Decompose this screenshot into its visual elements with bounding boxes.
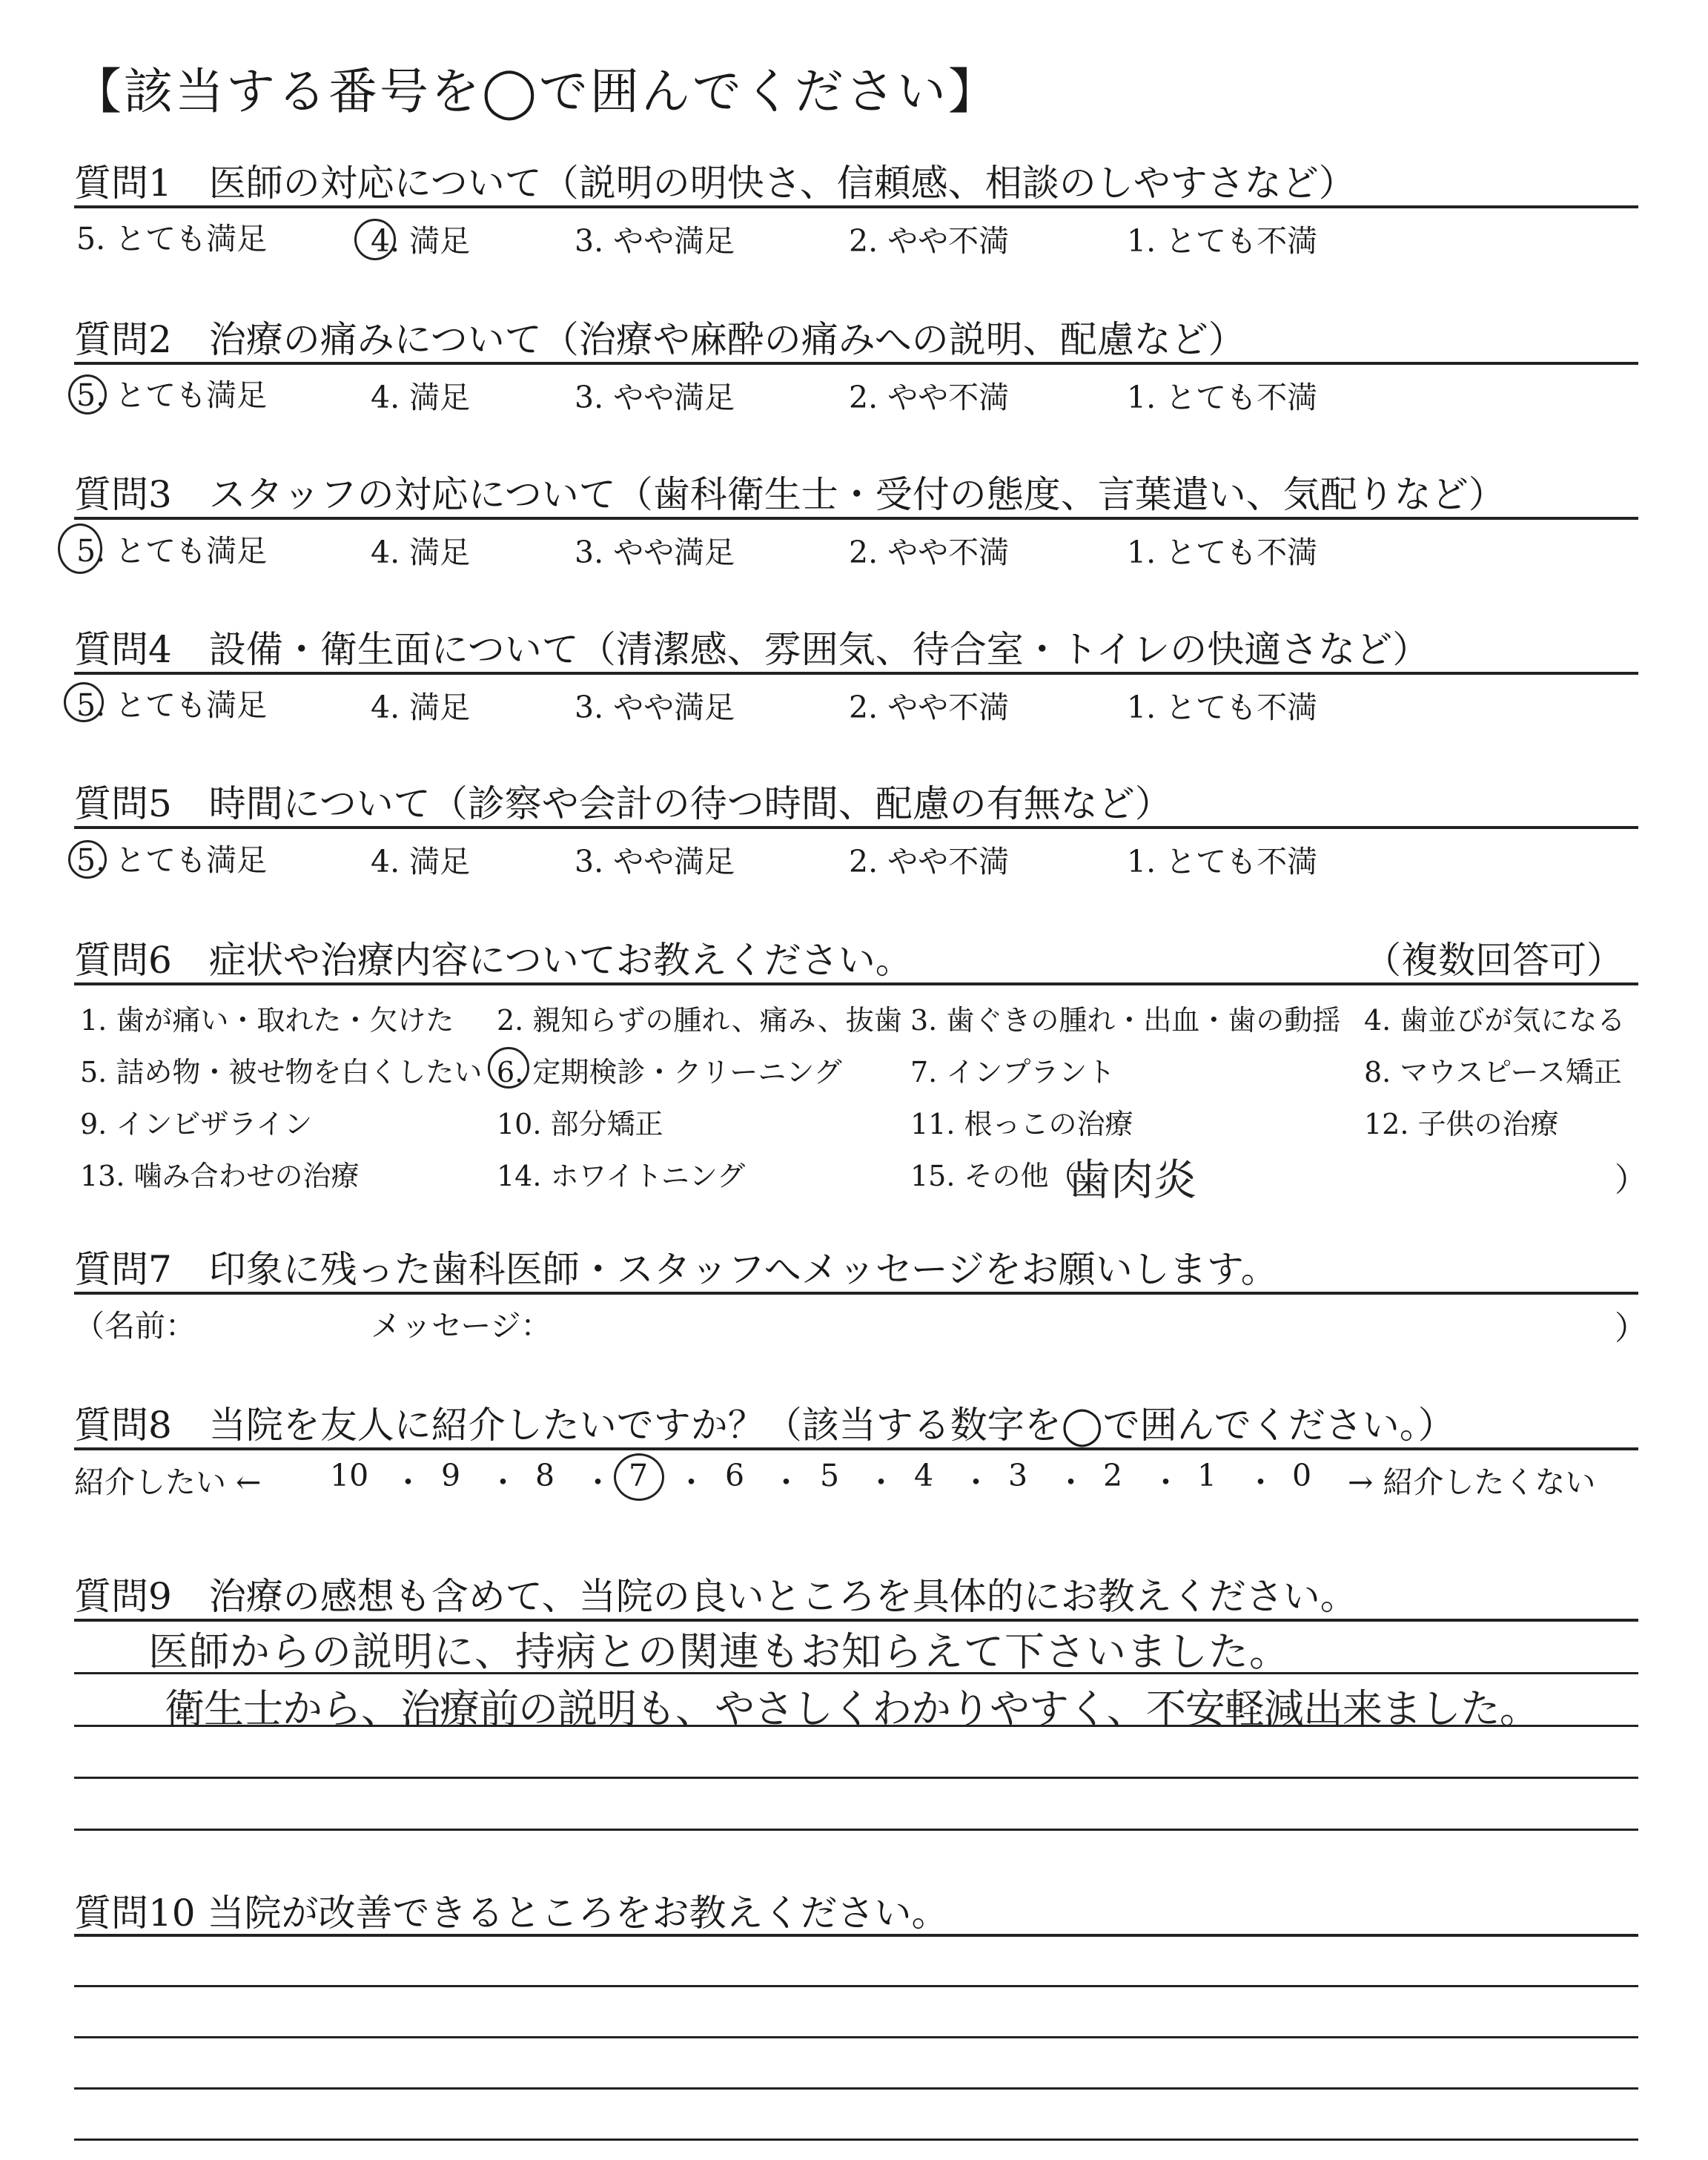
q1-option-4[interactable]: 4. 満足	[371, 223, 471, 259]
q2-option-1[interactable]: 1. とても不満	[1127, 380, 1318, 415]
q3-option-3[interactable]: 3. やや満足	[575, 535, 735, 570]
question-8-rule	[74, 1447, 1638, 1450]
q6-option-12[interactable]: 12. 子供の治療	[1364, 1108, 1559, 1140]
q2-option-4[interactable]: 4. 満足	[371, 380, 471, 415]
question-2-rule	[74, 362, 1638, 365]
q1-selection-circle	[354, 219, 396, 260]
q4-option-1[interactable]: 1. とても不満	[1127, 690, 1318, 725]
q8-score-8[interactable]: 8	[535, 1458, 555, 1493]
q6-option-7[interactable]: 7. インプラント	[910, 1056, 1116, 1089]
q8-score-4[interactable]: 4	[914, 1458, 934, 1493]
q9-answer-line-1[interactable]: 医師からの説明に、持病との関連もお知らえて下さいました。	[148, 1628, 1290, 1675]
question-6-title: 質問6 症状や治療内容についてお教えください。	[74, 939, 913, 982]
q6-selection-circle	[488, 1047, 529, 1089]
q8-dot-3: ・	[583, 1464, 613, 1500]
q6-option-13[interactable]: 13. 噛み合わせの治療	[80, 1160, 360, 1192]
question-5-title: 質問5 時間について（診察や会計の待つ時間、配慮の有無など）	[74, 782, 1172, 825]
q4-option-5[interactable]: 5. とても満足	[76, 687, 268, 723]
q2-option-3[interactable]: 3. やや満足	[575, 380, 735, 415]
q10-answer-rule-2[interactable]	[74, 2036, 1638, 2038]
q6-option-14[interactable]: 14. ホワイトニング	[497, 1160, 746, 1192]
q9-answer-rule-1	[74, 1672, 1638, 1674]
q8-score-5[interactable]: 5	[820, 1458, 840, 1493]
q4-option-4[interactable]: 4. 満足	[371, 690, 471, 725]
q8-selection-circle	[614, 1453, 664, 1501]
q8-dot-2: ・	[488, 1464, 518, 1500]
question-7-rule	[74, 1292, 1638, 1295]
question-1-title: 質問1 医師の対応について（説明の明快さ、信頼感、相談のしやすさなど）	[74, 162, 1356, 205]
q8-score-9[interactable]: 9	[441, 1458, 461, 1493]
q5-option-3[interactable]: 3. やや満足	[575, 844, 735, 879]
q9-answer-rule-4	[74, 1829, 1638, 1831]
q8-left-label: 紹介したい ←	[74, 1464, 262, 1500]
q8-score-10[interactable]: 10	[330, 1458, 369, 1493]
question-3-title: 質問3 スタッフの対応について（歯科衛生士・受付の態度、言葉遣い、気配りなど）	[74, 473, 1506, 516]
question-6-rule	[74, 982, 1638, 985]
q1-option-3[interactable]: 3. やや満足	[575, 223, 735, 259]
q8-dot-10: ・	[1245, 1464, 1276, 1500]
q6-option-15[interactable]: 15. その他（	[910, 1160, 1077, 1192]
q5-option-2[interactable]: 2. やや不満	[849, 844, 1010, 879]
q8-dot-9: ・	[1151, 1464, 1181, 1500]
q10-answer-rule-4[interactable]	[74, 2138, 1638, 2141]
q4-option-3[interactable]: 3. やや満足	[575, 690, 735, 725]
q6-option-11[interactable]: 11. 根っこの治療	[910, 1108, 1133, 1140]
q9-answer-rule-3	[74, 1777, 1638, 1779]
q6-other-close-paren: ）	[1615, 1161, 1647, 1199]
q3-option-5[interactable]: 5. とても満足	[76, 533, 268, 569]
q8-score-7[interactable]: 7	[629, 1458, 649, 1493]
q6-option-10[interactable]: 10. 部分矯正	[497, 1108, 663, 1140]
q3-option-2[interactable]: 2. やや不満	[849, 535, 1010, 570]
q8-right-label: → 紹介したくない	[1348, 1464, 1596, 1500]
q8-dot-8: ・	[1056, 1464, 1086, 1500]
q3-option-1[interactable]: 1. とても不満	[1127, 535, 1318, 570]
question-5-rule	[74, 826, 1638, 829]
question-9-title: 質問9 治療の感想も含めて、当院の良いところを具体的にお教えください。	[74, 1575, 1357, 1618]
q2-option-5[interactable]: 5. とても満足	[76, 377, 268, 413]
q10-answer-rule-1[interactable]	[74, 1985, 1638, 1987]
q1-option-2[interactable]: 2. やや不満	[849, 223, 1010, 259]
page-title: 【該当する番号を◯で囲んでください】	[73, 63, 999, 120]
q8-dot-6: ・	[866, 1464, 896, 1500]
q6-option-8[interactable]: 8. マウスピース矯正	[1364, 1056, 1622, 1089]
q7-name-label[interactable]: （名前：	[74, 1308, 196, 1344]
q8-dot-1: ・	[393, 1464, 423, 1500]
q6-option-4[interactable]: 4. 歯並びが気になる	[1364, 1004, 1626, 1037]
q2-selection-circle	[68, 374, 107, 415]
question-10-title: 質問10 当院が改善できるところをお教えください。	[74, 1892, 949, 1935]
question-2-title: 質問2 治療の痛みについて（治療や麻酔の痛みへの説明、配慮など）	[74, 318, 1245, 361]
q4-option-2[interactable]: 2. やや不満	[849, 690, 1010, 725]
question-3-rule	[74, 517, 1638, 520]
question-8-title: 質問8 当院を友人に紹介したいですか？（該当する数字を◯で囲んでください。）	[74, 1404, 1455, 1447]
question-10-rule	[74, 1934, 1638, 1937]
q9-answer-line-2[interactable]: 衛生士から、治療前の説明も、やさしくわかりやすく、不安軽減出来ました。	[165, 1685, 1539, 1732]
question-4-rule	[74, 672, 1638, 675]
q1-option-1[interactable]: 1. とても不満	[1127, 223, 1318, 259]
q5-option-4[interactable]: 4. 満足	[371, 844, 471, 879]
q5-option-5[interactable]: 5. とても満足	[76, 842, 268, 878]
q6-other-handwritten[interactable]: 歯肉炎	[1068, 1155, 1197, 1205]
question-6-note: （複数回答可）	[1364, 939, 1623, 982]
q6-option-2[interactable]: 2. 親知らずの腫れ、痛み、抜歯	[497, 1004, 902, 1037]
q8-dot-7: ・	[961, 1464, 991, 1500]
q5-selection-circle	[68, 840, 107, 879]
q8-score-2[interactable]: 2	[1103, 1458, 1123, 1493]
q8-dot-5: ・	[771, 1464, 801, 1500]
q5-option-1[interactable]: 1. とても不満	[1127, 844, 1318, 879]
q7-close-paren: ）	[1615, 1309, 1647, 1347]
q7-message-label[interactable]: メッセージ：	[371, 1308, 552, 1344]
question-1-rule	[74, 205, 1638, 208]
q6-option-1[interactable]: 1. 歯が痛い・取れた・欠けた	[80, 1004, 454, 1037]
q1-option-5[interactable]: 5. とても満足	[76, 221, 268, 257]
q2-option-2[interactable]: 2. やや不満	[849, 380, 1010, 415]
q6-option-9[interactable]: 9. インビザライン	[80, 1108, 313, 1140]
q3-option-4[interactable]: 4. 満足	[371, 535, 471, 570]
q8-dot-4: ・	[676, 1464, 706, 1500]
q6-option-6[interactable]: 6. 定期検診・クリーニング	[497, 1056, 842, 1089]
q8-score-0[interactable]: 0	[1292, 1458, 1312, 1493]
q6-option-5[interactable]: 5. 詰め物・被せ物を白くしたい	[80, 1056, 483, 1089]
q8-score-6[interactable]: 6	[725, 1458, 745, 1493]
q8-score-1[interactable]: 1	[1197, 1458, 1217, 1493]
q9-answer-rule-2	[74, 1725, 1638, 1727]
q8-score-3[interactable]: 3	[1008, 1458, 1028, 1493]
q4-selection-circle	[64, 682, 104, 722]
question-4-title: 質問4 設備・衛生面について（清潔感、雰囲気、待合室・トイレの快適さなど）	[74, 628, 1430, 671]
question-7-title: 質問7 印象に残った歯科医師・スタッフへメッセージをお願いします。	[74, 1248, 1278, 1291]
q6-option-3[interactable]: 3. 歯ぐきの腫れ・出血・歯の動揺	[910, 1004, 1341, 1037]
q3-selection-circle	[58, 524, 102, 574]
q10-answer-rule-3[interactable]	[74, 2087, 1638, 2090]
